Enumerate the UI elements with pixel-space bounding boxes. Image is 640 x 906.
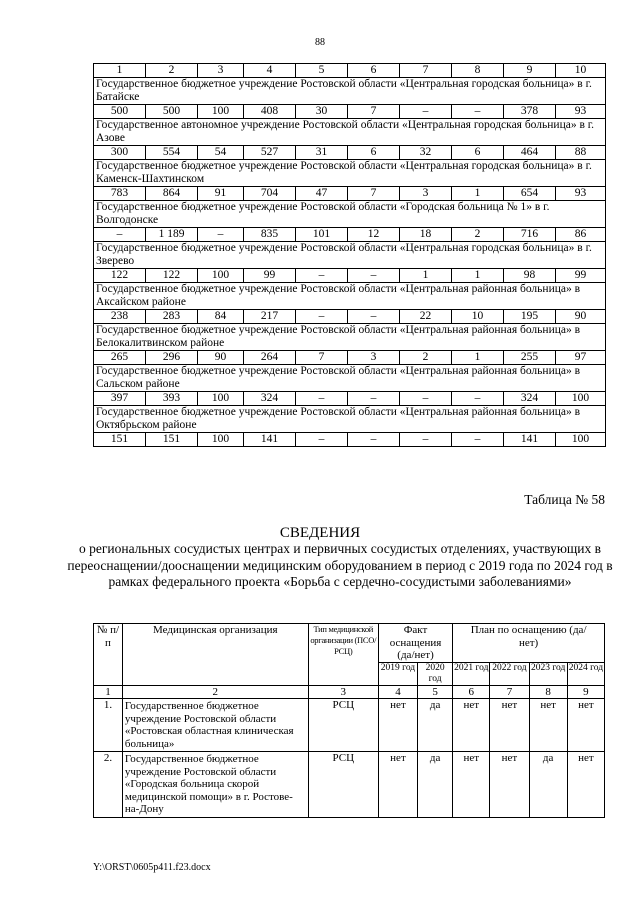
org-name: Государственное автономное учреждение Ростовской области «Центральная городская больница» в г. Азове <box>94 119 606 146</box>
status-cell: нет <box>529 699 567 752</box>
value-cell: – <box>452 392 504 406</box>
table2-header-row <box>94 624 605 663</box>
value-cell: 464 <box>504 146 556 160</box>
value-cell: 527 <box>244 146 296 160</box>
value-cell: 1 <box>452 187 504 201</box>
value-cell: 91 <box>198 187 244 201</box>
year-2024: 2024 год <box>567 662 604 685</box>
status-cell: нет <box>490 699 529 752</box>
value-cell: 864 <box>146 187 198 201</box>
value-cell: – <box>198 228 244 242</box>
value-cell: 151 <box>146 433 198 447</box>
value-cell: 2 <box>400 351 452 365</box>
value-cell: – <box>296 310 348 324</box>
value-cell: – <box>296 269 348 283</box>
value-cell: 141 <box>244 433 296 447</box>
header-org: Медицинская организация <box>122 624 308 686</box>
header-plan: План по оснащению (да/нет) <box>453 624 605 663</box>
value-cell: – <box>296 392 348 406</box>
values-row <box>94 310 606 324</box>
status-cell: нет <box>453 752 490 818</box>
value-cell: 100 <box>198 269 244 283</box>
value-cell: 3 <box>400 187 452 201</box>
value-cell: 1 <box>452 351 504 365</box>
value-cell: 151 <box>94 433 146 447</box>
org-type: РСЦ <box>308 699 378 752</box>
year-2022: 2022 год <box>490 662 529 685</box>
col-index: 3 <box>308 685 378 699</box>
org-row <box>94 324 606 351</box>
org-name: Государственное бюджетное учреждение Ростовской области «Центральная районная больница» в Белокалитвинском районе <box>94 324 606 351</box>
file-path-footer: Y:\ORST\0605p411.f23.docx <box>93 862 211 873</box>
status-cell: нет <box>490 752 529 818</box>
value-cell: 1 <box>400 269 452 283</box>
value-cell: 122 <box>146 269 198 283</box>
col-index: 8 <box>529 685 567 699</box>
year-2021: 2021 год <box>453 662 490 685</box>
hospital-stats-table <box>93 63 606 447</box>
value-cell: 264 <box>244 351 296 365</box>
values-row <box>94 228 606 242</box>
value-cell: – <box>348 310 400 324</box>
values-row <box>94 392 606 406</box>
value-cell: – <box>452 433 504 447</box>
column-number: 1 <box>94 64 146 78</box>
value-cell: 93 <box>556 187 606 201</box>
status-cell: нет <box>378 752 417 818</box>
column-number: 5 <box>296 64 348 78</box>
status-cell: нет <box>567 752 604 818</box>
value-cell: 217 <box>244 310 296 324</box>
column-number: 4 <box>244 64 296 78</box>
org-name: Государственное бюджетное учреждение Ростовской области «Центральная городская больница» в г. Батайске <box>94 78 606 105</box>
table1-header-row <box>94 64 606 78</box>
row-number: 1. <box>94 699 123 752</box>
year-2019: 2019 год <box>378 662 417 685</box>
org-row <box>94 406 606 433</box>
value-cell: 2 <box>452 228 504 242</box>
value-cell: 54 <box>198 146 244 160</box>
value-cell: 500 <box>94 105 146 119</box>
value-cell: 283 <box>146 310 198 324</box>
column-number: 6 <box>348 64 400 78</box>
org-row <box>94 160 606 187</box>
header-fact: Факт оснащения (да/нет) <box>378 624 452 663</box>
col-index: 9 <box>567 685 604 699</box>
value-cell: – <box>94 228 146 242</box>
vascular-centers-table <box>93 623 605 818</box>
value-cell: 100 <box>556 433 606 447</box>
status-cell: да <box>529 752 567 818</box>
org-name: Государственное бюджетное учреждение Ростовской области «Городская больница скорой медицинской помощи» в г. Ростове-на-Дону <box>122 752 308 818</box>
value-cell: 47 <box>296 187 348 201</box>
status-cell: нет <box>567 699 604 752</box>
year-2020: 2020 год <box>418 662 453 685</box>
value-cell: 255 <box>504 351 556 365</box>
column-number: 9 <box>504 64 556 78</box>
value-cell: – <box>400 433 452 447</box>
value-cell: – <box>452 105 504 119</box>
value-cell: 7 <box>348 187 400 201</box>
value-cell: 10 <box>452 310 504 324</box>
value-cell: 238 <box>94 310 146 324</box>
table-row <box>94 699 605 752</box>
value-cell: 300 <box>94 146 146 160</box>
value-cell: 88 <box>556 146 606 160</box>
column-number: 2 <box>146 64 198 78</box>
values-row <box>94 187 606 201</box>
org-name: Государственное бюджетное учреждение Ростовской области «Центральная районная больница» в Аксайском районе <box>94 283 606 310</box>
header-type: Тип медицинской организации (ПСО/РСЦ) <box>308 624 378 686</box>
value-cell: 32 <box>400 146 452 160</box>
value-cell: 97 <box>556 351 606 365</box>
header-num: № п/п <box>94 624 123 686</box>
table2-index-row <box>94 685 605 699</box>
value-cell: 397 <box>94 392 146 406</box>
value-cell: 554 <box>146 146 198 160</box>
value-cell: 704 <box>244 187 296 201</box>
page-number: 88 <box>315 37 325 48</box>
row-number: 2. <box>94 752 123 818</box>
value-cell: 86 <box>556 228 606 242</box>
value-cell: 654 <box>504 187 556 201</box>
value-cell: 408 <box>244 105 296 119</box>
value-cell: 93 <box>556 105 606 119</box>
column-number: 10 <box>556 64 606 78</box>
table-label: Таблица № 58 <box>524 492 605 507</box>
value-cell: 265 <box>94 351 146 365</box>
org-row <box>94 242 606 269</box>
value-cell: 101 <box>296 228 348 242</box>
column-number: 7 <box>400 64 452 78</box>
value-cell: 100 <box>198 433 244 447</box>
org-name: Государственное бюджетное учреждение Ростовской области «Ростовская областная клиническая больница» <box>122 699 308 752</box>
value-cell: 1 <box>452 269 504 283</box>
value-cell: 122 <box>94 269 146 283</box>
value-cell: 18 <box>400 228 452 242</box>
value-cell: 141 <box>504 433 556 447</box>
value-cell: 22 <box>400 310 452 324</box>
value-cell: – <box>400 105 452 119</box>
value-cell: 378 <box>504 105 556 119</box>
value-cell: 500 <box>146 105 198 119</box>
org-row <box>94 365 606 392</box>
value-cell: 835 <box>244 228 296 242</box>
value-cell: – <box>296 433 348 447</box>
value-cell: 99 <box>556 269 606 283</box>
value-cell: 100 <box>198 392 244 406</box>
org-name: Государственное бюджетное учреждение Ростовской области «Центральная районная больница» в Сальском районе <box>94 365 606 392</box>
col-index: 5 <box>418 685 453 699</box>
org-row <box>94 283 606 310</box>
col-index: 1 <box>94 685 123 699</box>
table-row <box>94 752 605 818</box>
org-row <box>94 201 606 228</box>
status-cell: да <box>418 752 453 818</box>
value-cell: – <box>348 392 400 406</box>
value-cell: 31 <box>296 146 348 160</box>
info-subtitle: о региональных сосудистых центрах и первичных сосудистых отделениях, участвующих в переоснащении/дооснащении медицинским оборудованием в период с 2019 года по 2024 год в рамках федерального проекта «Борьба с сердечно-сосудистыми заболеваниями» <box>67 541 613 589</box>
column-number: 8 <box>452 64 504 78</box>
value-cell: 6 <box>348 146 400 160</box>
info-title: СВЕДЕНИЯ <box>279 525 361 541</box>
value-cell: 90 <box>198 351 244 365</box>
value-cell: 90 <box>556 310 606 324</box>
org-name: Государственное бюджетное учреждение Ростовской области «Центральная городская больница» в г. Каменск-Шахтинском <box>94 160 606 187</box>
status-cell: нет <box>378 699 417 752</box>
value-cell: 296 <box>146 351 198 365</box>
value-cell: 12 <box>348 228 400 242</box>
status-cell: да <box>418 699 453 752</box>
value-cell: 7 <box>348 105 400 119</box>
col-index: 2 <box>122 685 308 699</box>
value-cell: 98 <box>504 269 556 283</box>
value-cell: 783 <box>94 187 146 201</box>
col-index: 7 <box>490 685 529 699</box>
value-cell: 100 <box>556 392 606 406</box>
value-cell: 100 <box>198 105 244 119</box>
value-cell: 30 <box>296 105 348 119</box>
column-number: 3 <box>198 64 244 78</box>
value-cell: – <box>348 433 400 447</box>
col-index: 4 <box>378 685 417 699</box>
value-cell: 6 <box>452 146 504 160</box>
values-row <box>94 351 606 365</box>
value-cell: – <box>348 269 400 283</box>
value-cell: 99 <box>244 269 296 283</box>
value-cell: 84 <box>198 310 244 324</box>
value-cell: 324 <box>504 392 556 406</box>
org-name: Государственное бюджетное учреждение Ростовской области «Центральная городская больница» в г. Зверево <box>94 242 606 269</box>
col-index: 6 <box>453 685 490 699</box>
org-type: РСЦ <box>308 752 378 818</box>
values-row <box>94 433 606 447</box>
org-row <box>94 119 606 146</box>
value-cell: 716 <box>504 228 556 242</box>
org-row <box>94 78 606 105</box>
values-row <box>94 105 606 119</box>
values-row <box>94 146 606 160</box>
value-cell: 7 <box>296 351 348 365</box>
status-cell: нет <box>453 699 490 752</box>
values-row <box>94 269 606 283</box>
value-cell: 1 189 <box>146 228 198 242</box>
org-name: Государственное бюджетное учреждение Ростовской области «Центральная районная больница» в Октябрьском районе <box>94 406 606 433</box>
org-name: Государственное бюджетное учреждение Ростовской области «Городская больница № 1» в г. Волгодонске <box>94 201 606 228</box>
value-cell: 393 <box>146 392 198 406</box>
value-cell: – <box>400 392 452 406</box>
value-cell: 195 <box>504 310 556 324</box>
year-2023: 2023 год <box>529 662 567 685</box>
value-cell: 324 <box>244 392 296 406</box>
value-cell: 3 <box>348 351 400 365</box>
